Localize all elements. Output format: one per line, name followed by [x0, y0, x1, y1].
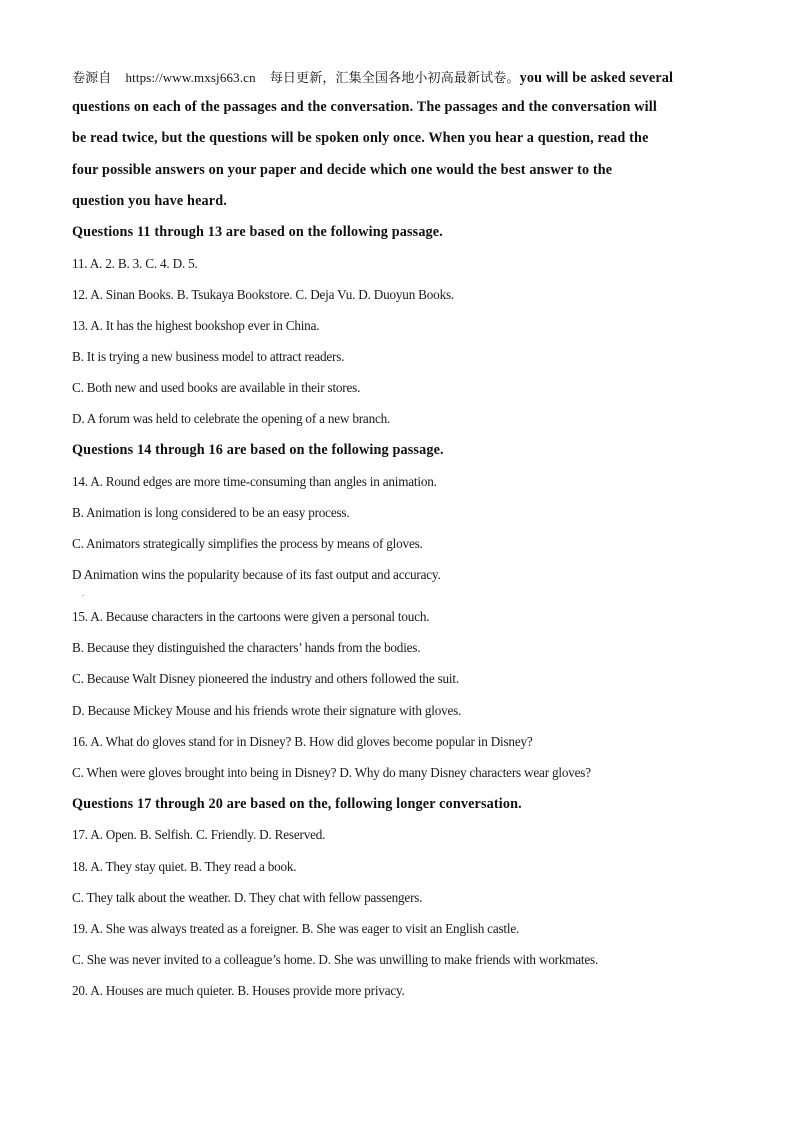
source-description: 每日更新，汇集全国各地小初高最新试卷。	[269, 70, 520, 85]
question-line: 15. A. Because characters in the cartoons were given a personal touch.	[72, 609, 430, 624]
question-line: 17. A. Open. B. Selfish. C. Friendly. D. Reserved.	[72, 827, 326, 842]
source-prefix: 卷源自	[72, 70, 112, 85]
option-line: C. They talk about the weather. D. They chat with fellow passengers.	[72, 890, 423, 905]
instruction-line: be read twice, but the questions will be spoken only once. When you hear a question, read the	[72, 130, 649, 146]
source-url: https://www.mxsj663.cn	[125, 70, 256, 85]
question-line: 14. A. Round edges are more time-consuming than angles in animation.	[72, 474, 437, 489]
option-line: B. Animation is long considered to be an easy process.	[72, 505, 350, 520]
section-heading: Questions 11 through 13 are based on the following passage.	[72, 224, 443, 240]
option-line: C. Because Walt Disney pioneered the industry and others followed the suit.	[72, 671, 459, 686]
instruction-line: questions on each of the passages and the conversation. The passages and the conversation will	[72, 99, 657, 115]
option-line: D. A forum was held to celebrate the opening of a new branch.	[72, 411, 391, 426]
option-line: D Animation wins the popularity because of its fast output and accuracy.	[72, 567, 441, 582]
question-line: 19. A. She was always treated as a foreigner. B. She was eager to visit an English castle.	[72, 921, 520, 936]
option-line: C. Both new and used books are available in their stores.	[72, 380, 361, 395]
stray-dot-mark: .	[82, 589, 84, 598]
question-line: 12. A. Sinan Books. B. Tsukaya Bookstore. C. Deja Vu. D. Duoyun Books.	[72, 287, 454, 302]
question-line: 11. A. 2. B. 3. C. 4. D. 5.	[72, 256, 198, 271]
option-line: C. She was never invited to a colleague’s home. D. She was unwilling to make friends with workmates.	[72, 952, 599, 967]
option-line: C. Animators strategically simplifies the process by means of gloves.	[72, 536, 423, 551]
section-heading: Questions 14 through 16 are based on the following passage.	[72, 442, 444, 458]
option-line: B. Because they distinguished the characters’ hands from the bodies.	[72, 640, 421, 655]
section-heading: Questions 17 through 20 are based on the, following longer conversation.	[72, 796, 522, 812]
option-line: B. It is trying a new business model to attract readers.	[72, 349, 345, 364]
instruction-line: four possible answers on your paper and decide which one would the best answer to the	[72, 162, 613, 178]
source-header-line	[72, 67, 673, 87]
instruction-start: you will be asked several	[519, 70, 674, 86]
question-line: 16. A. What do gloves stand for in Disney? B. How did gloves become popular in Disney?	[72, 734, 533, 749]
option-line: C. When were gloves brought into being in Disney? D. Why do many Disney characters wear gloves?	[72, 765, 591, 780]
question-line: 20. A. Houses are much quieter. B. Houses provide more privacy.	[72, 983, 405, 998]
question-line: 18. A. They stay quiet. B. They read a book.	[72, 859, 297, 874]
option-line: D. Because Mickey Mouse and his friends wrote their signature with gloves.	[72, 703, 462, 718]
instruction-line: question you have heard.	[72, 193, 227, 209]
question-line: 13. A. It has the highest bookshop ever in China.	[72, 318, 320, 333]
